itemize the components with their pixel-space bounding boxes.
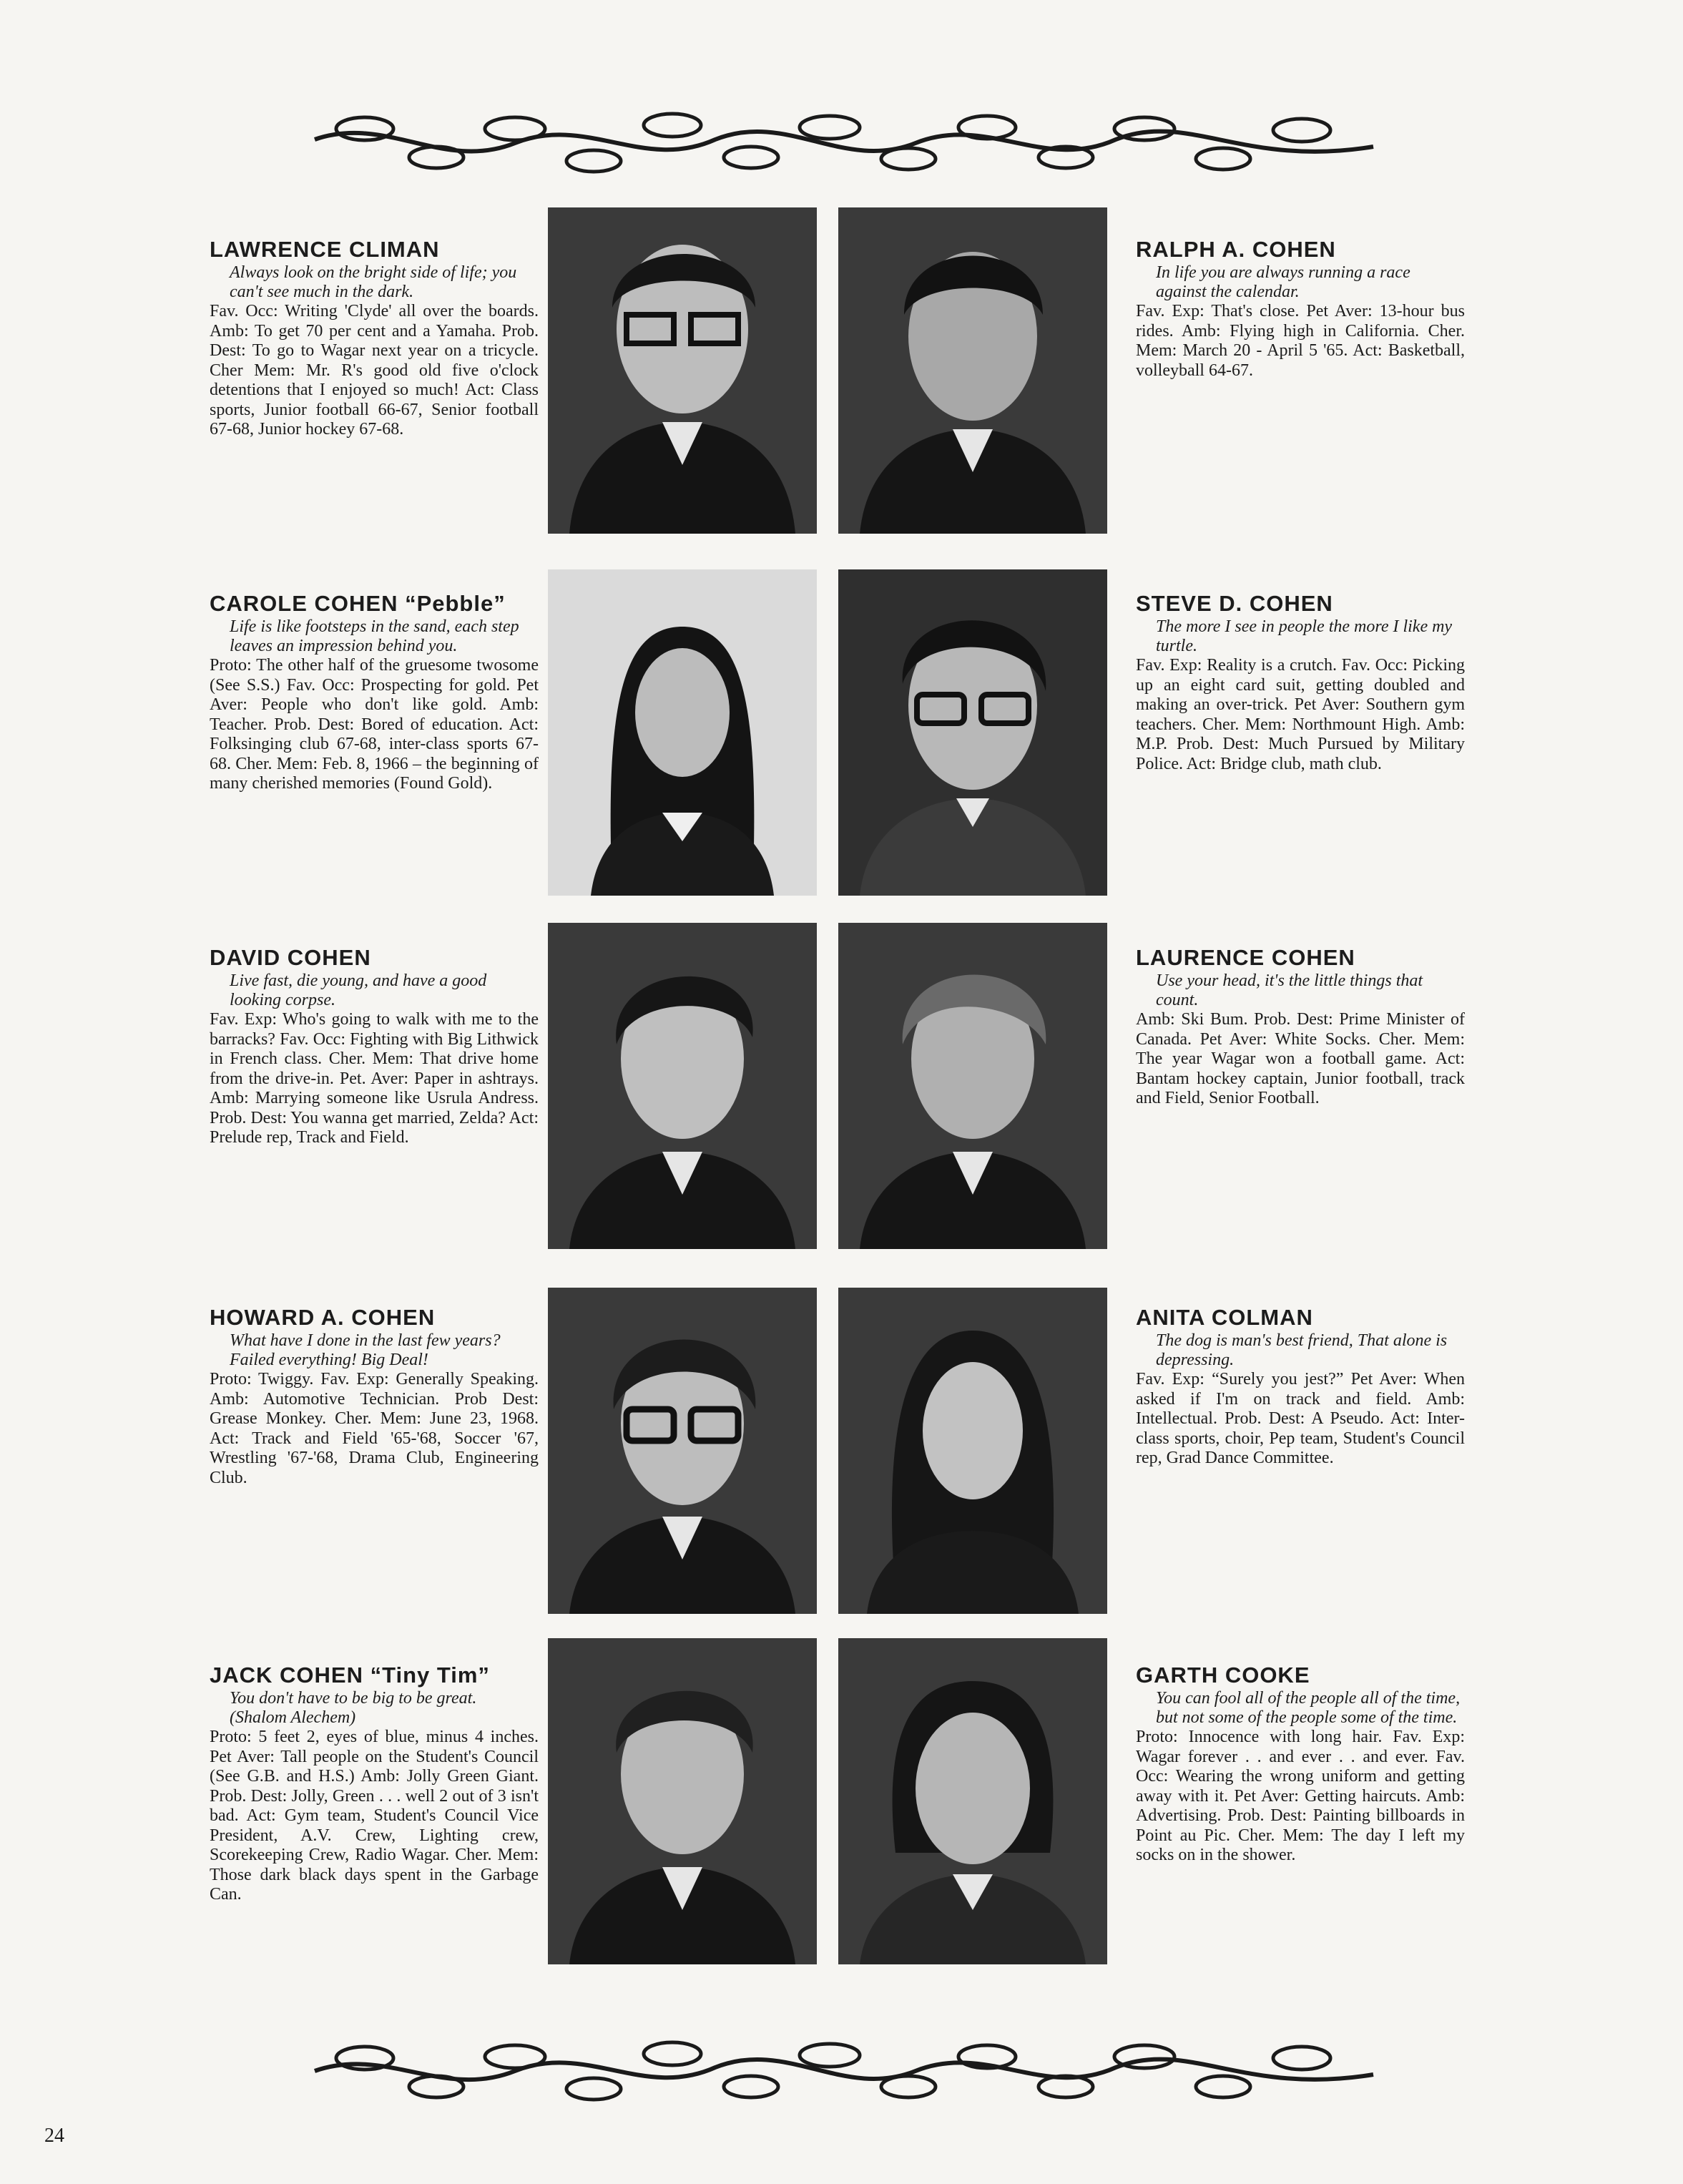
student-entry-anita — [1136, 1304, 1465, 1469]
student-name: GARTH COOKE — [1136, 1663, 1310, 1688]
student-entry-david — [210, 944, 539, 1148]
student-entry-garth — [1136, 1662, 1465, 1866]
student-entry-steve — [1136, 590, 1465, 774]
student-motto: Live fast, die young, and have a good looking corpse. — [230, 971, 487, 1009]
student-entry-howard — [210, 1304, 539, 1488]
student-motto-source: (Shalom Alechem) — [230, 1708, 356, 1727]
student-motto: The dog is man's best friend, That alone is depressing. — [1156, 1331, 1448, 1369]
student-bio: Fav. Occ: Writing 'Clyde' all over the boards. Amb: To get 70 per cent and a Yamaha. Prob. Dest: To go to Wagar next year on a tricycle. Cher Mem: Mr. R's good old five o'clock detentions that I enjoyed so much! Act: Class sports, Junior football 66-67, Senior football 67-68, Junior hockey 67-68. — [210, 302, 539, 439]
student-motto: In life you are always running a race against the calendar. — [1156, 263, 1410, 301]
student-motto: You don't have to be big to be great. — [230, 1689, 477, 1708]
student-motto: Use your head, it's the little things that count. — [1156, 971, 1423, 1009]
portrait-photo-carole — [548, 569, 817, 896]
student-bio: Amb: Ski Bum. Prob. Dest: Prime Minister of Canada. Pet Aver: White Socks. Cher. Mem: The year Wagar won a football game. Act: Bantam hockey captain, Junior football, track and Field, Senior Football. — [1136, 1010, 1465, 1107]
student-entry-ralph — [1136, 236, 1465, 381]
student-bio: Proto: 5 feet 2, eyes of blue, minus 4 inches. Pet Aver: Tall people on the Student's Council (See G.B. and H.S.) Amb: Jolly Green Giant. Prob. Dest: Jolly, Green . . . well 2 out of 3 isn't bad. Act: Gym team, Student's Council Vice President, A.V. Crew, Lighting crew, Scorekeeping Crew, Radio Wagar. Cher. Mem: Those dark black days spent in the Garbage Can. — [210, 1728, 539, 1904]
student-name: ANITA COLMAN — [1136, 1305, 1313, 1330]
student-name: STEVE D. COHEN — [1136, 591, 1333, 616]
student-bio: Fav. Exp: “Surely you jest?” Pet Aver: When asked if I'm on track and field. Amb: Intellectual. Prob. Dest: A Pseudo. Act: Inter-class sports, choir, Pep team, Student's Council rep, Grad Dance Committee. — [1136, 1370, 1465, 1467]
portrait-photo-jack — [548, 1638, 817, 1964]
student-name: CAROLE COHEN “Pebble” — [210, 591, 506, 616]
student-motto: The more I see in people the more I like my turtle. — [1156, 617, 1453, 655]
student-name: LAWRENCE CLIMAN — [210, 237, 440, 262]
portrait-photo-howard — [548, 1288, 817, 1614]
student-entry-jack — [210, 1662, 539, 1905]
top-vine-ornament — [300, 100, 1388, 193]
portrait-photo-david — [548, 923, 817, 1249]
student-name: LAURENCE COHEN — [1136, 945, 1355, 970]
student-entry-laurence — [1136, 944, 1465, 1109]
student-name: JACK COHEN “Tiny Tim” — [210, 1663, 490, 1688]
student-entry-carole — [210, 590, 539, 794]
student-motto: What have I done in the last few years? Failed everything! Big Deal! — [230, 1331, 501, 1369]
student-bio: Proto: Twiggy. Fav. Exp: Generally Speaking. Amb: Automotive Technician. Prob Dest: Grease Monkey. Cher. Mem: June 23, 1968. Act: Track and Field '65-'68, Soccer '67, Wrestling '67-'68, Drama Club, Engineering Club. — [210, 1370, 539, 1487]
student-bio: Proto: The other half of the gruesome twosome (See S.S.) Fav. Occ: Prospecting for gold. Pet Aver: People who don't like gold. Amb: Teacher. Prob. Dest: Bored of education. Act: Folksinging club 67-68, inter-class sports 67-68. Cher. Mem: Feb. 8, 1966 – the beginning of many cherished memories (Found Gold). — [210, 656, 539, 793]
student-bio: Proto: Innocence with long hair. Fav. Exp: Wagar forever . . and ever . . and ever. Fav. Occ: Wearing the wrong uniform and getting away with it. Pet Aver: Getting haircuts. Amb: Advertising. Prob. Dest: Painting billboards in Point au Pic. Cher. Mem: The day I left my socks on in the shower. — [1136, 1728, 1465, 1864]
student-name: DAVID COHEN — [210, 945, 371, 970]
student-entry-climan — [210, 236, 539, 440]
student-motto: You can fool all of the people all of the time, but not some of the people some of the time. — [1156, 1689, 1461, 1727]
student-bio: Fav. Exp: Reality is a crutch. Fav. Occ: Picking up an eight card suit, getting doubled and making an over-trick. Pet Aver: Southern gym teachers. Cher. Mem: Northmount High. Amb: M.P. Prob. Dest: Much Pursued by Military Police. Act: Bridge club, math club. — [1136, 656, 1465, 773]
portrait-photo-climan — [548, 207, 817, 534]
portrait-photo-anita — [838, 1288, 1107, 1614]
student-bio: Fav. Exp: That's close. Pet Aver: 13-hour bus rides. Amb: Flying high in California. Cher. Mem: March 20 - April 5 '65. Act: Basketball, volleyball 64-67. — [1136, 302, 1465, 380]
portrait-photo-laurence — [838, 923, 1107, 1249]
student-motto: Always look on the bright side of life; you can't see much in the dark. — [230, 263, 517, 301]
student-motto: Life is like footsteps in the sand, each step leaves an impression behind you. — [230, 617, 519, 655]
page-number: 24 — [44, 2125, 64, 2147]
student-name: RALPH A. COHEN — [1136, 237, 1336, 262]
student-name: HOWARD A. COHEN — [210, 1305, 436, 1330]
portrait-photo-steve — [838, 569, 1107, 896]
student-bio: Fav. Exp: Who's going to walk with me to the barracks? Fav. Occ: Fighting with Big Lithwick in French class. Cher. Mem: That drive home from the drive-in. Pet. Aver: Paper in ashtrays. Amb: Marrying someone like Usrula Andress. Prob. Dest: You wanna get married, Zelda? Act: Prelude rep, Track and Field. — [210, 1010, 539, 1147]
portrait-photo-ralph — [838, 207, 1107, 534]
bottom-vine-ornament — [300, 2028, 1388, 2121]
portrait-photo-garth — [838, 1638, 1107, 1964]
